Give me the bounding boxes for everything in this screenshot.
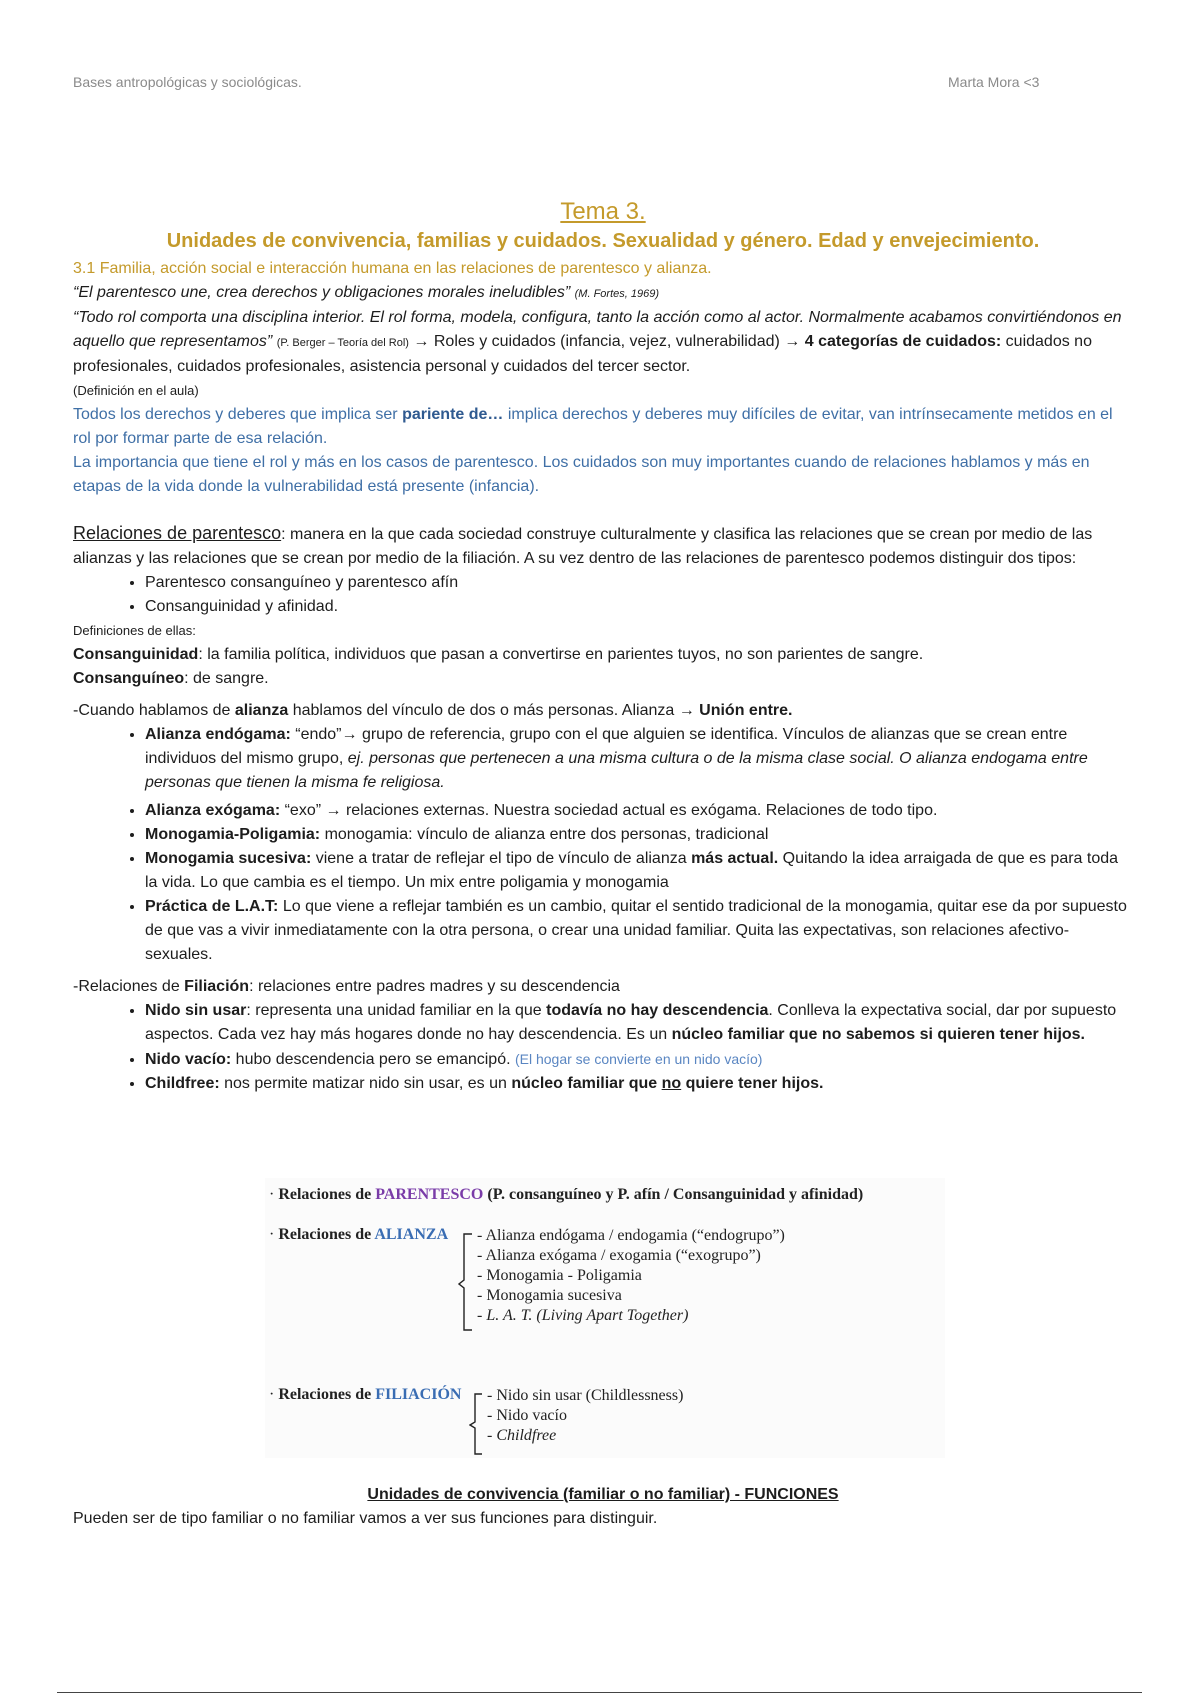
list-item (145, 895, 1133, 967)
list-item (145, 723, 1133, 795)
relations-diagram (265, 1178, 945, 1458)
quote-fortes (73, 281, 1133, 306)
blue-note-1 (73, 403, 1133, 451)
sucesiva-text-2: Quitando la idea arraigada de que es para toda la vida. Lo que cambia es el tiempo. Un mix entre poligamia y monogamia (145, 850, 1119, 891)
diagram-alianza-key: ALIANZA (374, 1226, 449, 1243)
filiacion-intro-c: : relaciones entre padres madres y su descendencia (249, 978, 620, 995)
list-item (145, 1047, 1133, 1072)
nido-bold-2: núcleo familiar que no sabemos si quieren tener hijos. (671, 1026, 1085, 1043)
page-subtitle: Unidades de convivencia, familias y cuidados. Sexualidad y género. Edad y envejecimiento. (166, 230, 1040, 252)
diagram-item: - L. A. T. (Living Apart Together) (477, 1307, 689, 1324)
definition-note: (Definición en el aula) (73, 383, 199, 398)
diagram-filiacion-pre: Relaciones de (278, 1386, 376, 1403)
filiacion-list (73, 999, 1133, 1096)
filiacion-intro-b: Filiación (184, 978, 250, 995)
page-title: Tema 3. (560, 198, 646, 225)
diagram-alianza-label: · Relaciones de ALIANZA (269, 1226, 449, 1243)
parentesco-term: Relaciones de parentesco (73, 523, 282, 543)
vacio-note: (El hogar se convierte en un nido vacío) (514, 1051, 763, 1067)
lat-term: Práctica de L.A.T: (145, 898, 279, 915)
sucesiva-term: Monogamia sucesiva: (145, 850, 312, 867)
consanguinidad-text: : la familia política, individuos que pasan a convertirse en parientes tuyos, no son parientes de sangre. (198, 646, 924, 663)
unidades-section (73, 1483, 1133, 1531)
list-item (145, 847, 1133, 895)
quote-berger-bold: 4 categorías de cuidados: (804, 333, 1002, 350)
unidades-text: Pueden ser de tipo familiar o no familiar vamos a ver sus funciones para distinguir. (73, 1510, 658, 1527)
alianza-intro-d: Unión entre. (699, 702, 793, 719)
parentesco-paragraph (73, 521, 1133, 571)
alianza-list (73, 723, 1133, 967)
quote-fortes-text: “El parentesco une, crea derechos y obligaciones morales ineludibles” (73, 284, 571, 301)
quote-berger-rest: cuidados no profesionales, cuidados profesionales, asistencia personal y cuidados del tercer sector. (73, 333, 1092, 375)
consanguineo-term: Consanguíneo (73, 670, 185, 687)
exogama-text: “exo” → relaciones externas. Nuestra sociedad actual es exógama. Relaciones de todo tipo. (280, 802, 938, 819)
parentesco-list (73, 571, 1133, 619)
filiacion-intro-a: -Relaciones de (73, 978, 185, 995)
list-item (145, 999, 1133, 1047)
lat-text: Lo que viene a reflejar también es un cambio, quitar el sentido tradicional de la monogamia, quitar ese da por supuesto de que vas a vivir inmediatamente con la otra persona, o crear una unidad familiar. Quita las expectativas, son relaciones afectivo-sexuales. (145, 898, 1127, 963)
diagram-filiacion-key: FILIACIÓN (375, 1386, 462, 1403)
diagram-alianza-pre: Relaciones de (278, 1226, 375, 1243)
diagram-item: - Nido sin usar (Childlessness) (487, 1387, 684, 1404)
unidades-heading (73, 1483, 1133, 1507)
header-author: Marta Mora <3 (948, 74, 1040, 90)
filiacion-brace-icon (469, 1392, 485, 1456)
diagram-filiacion-items (487, 1386, 683, 1446)
alianza-intro-b: alianza (234, 702, 289, 719)
nido-text: : representa una unidad familiar en la que (246, 1002, 547, 1019)
alianza-intro-c: hablamos del vínculo de dos o más personas. Alianza → (288, 702, 700, 719)
diagram-parentesco-key: PARENTESCO (375, 1186, 484, 1203)
blue-note-1-a: Todos los derechos y deberes que implica ser (73, 406, 403, 423)
parentesco-def: : manera en la que cada sociedad construye culturalmente y clasifica las relaciones que se crean por medio de las alianzas y las relaciones que se crean por medio de la filiación. A su vez dentro de las relaciones de parentesco podemos distinguir dos tipos: (73, 526, 1093, 567)
diagram-item: - Alianza endógama / endogamia (“endogrupo”) (477, 1227, 785, 1244)
vacio-text: hubo descendencia pero se emancipó. (231, 1051, 515, 1068)
nido-term: Nido sin usar (145, 1002, 247, 1019)
exogama-term: Alianza exógama: (145, 802, 281, 819)
definitions-label: Definiciones de ellas: (73, 623, 196, 638)
childfree-bold: núcleo familiar que (511, 1075, 662, 1092)
header-course: Bases antropológicas y sociológicas. (73, 74, 302, 90)
diagram-item: - Nido vacío (487, 1407, 567, 1424)
list-item: • Consanguinidad y afinidad. (145, 595, 1133, 619)
diagram-parentesco-pre: Relaciones de (278, 1186, 376, 1203)
childfree-text: nos permite matizar nido sin usar, es un (219, 1075, 512, 1092)
consanguinidad-term: Consanguinidad (73, 646, 199, 663)
diagram-alianza-items (477, 1226, 785, 1326)
quote-berger-after: → Roles y cuidados (infancia, vejez, vulnerabilidad) → (408, 333, 805, 350)
quote-berger-text: “Todo rol comporta una disciplina interior. El rol forma, modela, configura, tanto la acción como al actor. Normalmente acabamos convirtiéndonos en aquello que representamos” (73, 309, 1122, 350)
unidades-heading-text: Unidades de convivencia (familiar o no familiar) - FUNCIONES (367, 1486, 839, 1503)
filiacion-intro (73, 975, 1133, 999)
childfree-term: Childfree: (145, 1075, 220, 1092)
list-item: • Parentesco consanguíneo y parentesco afín (145, 571, 1133, 595)
vacio-term: Nido vacío: (145, 1051, 232, 1068)
quote-berger-source: (P. Berger – Teoría del Rol) (276, 337, 409, 349)
footer-divider (57, 1692, 1142, 1693)
list-item (145, 1072, 1133, 1096)
diagram-item: - Alianza exógama / exogamia (“exogrupo”) (477, 1247, 761, 1264)
monogamia-text: monogamia: vínculo de alianza entre dos personas, tradicional (320, 826, 769, 843)
diagram-item: - Monogamia - Poligamia (477, 1267, 642, 1284)
quote-fortes-source: (M. Fortes, 1969) (574, 288, 659, 300)
diagram-parentesco-post: (P. consanguíneo y P. afín / Consanguinidad y afinidad) (483, 1186, 864, 1203)
nido-text-2: . Conlleva la expectativa social, dar por supuesto aspectos. Cada vez hay más hogares donde no hay descendencia. Es un (145, 1002, 1117, 1043)
consanguinidad-def (73, 643, 1133, 667)
diagram-item: - Monogamia sucesiva (477, 1287, 622, 1304)
endogama-text: “endo”→ grupo de referencia, grupo con el que alguien se identifica. Vínculos de alianzas que se crean entre individuos del mismo grupo, (145, 726, 1068, 767)
blue-note-1-b: pariente de… (402, 406, 504, 423)
consanguineo-def (73, 667, 1133, 691)
sucesiva-bold: más actual. (691, 850, 779, 867)
childfree-bold-2: quiere tener hijos. (681, 1075, 824, 1092)
diagram-parentesco: · Relaciones de PARENTESCO (P. consanguíneo y P. afín / Consanguinidad y afinidad) (269, 1186, 864, 1203)
endogama-term: Alianza endógama: (145, 726, 291, 743)
monogamia-term: Monogamia-Poligamia: (145, 826, 321, 843)
blue-note-1-c: implica derechos y deberes muy difíciles de evitar, van intrínsecamente metidos en el rol por formar parte de esa relación. (73, 406, 1113, 447)
consanguineo-text: : de sangre. (184, 670, 269, 687)
section-heading: 3.1 Familia, acción social e interacción humana en las relaciones de parentesco y alianza. (73, 260, 712, 277)
endogama-example: ej. personas que pertenecen a una misma cultura o de la misma clase social. O alianza endogama entre personas que tienen la misma fe religiosa. (145, 750, 1088, 791)
diagram-item: - Childfree (487, 1427, 557, 1444)
diagram-filiacion-label: · Relaciones de FILIACIÓN (269, 1386, 462, 1403)
alianza-intro (73, 699, 1133, 723)
quote-berger (73, 306, 1133, 379)
list-item (145, 823, 1133, 847)
document-body (73, 197, 1133, 1096)
alianza-intro-a: -Cuando hablamos de (73, 702, 235, 719)
list-item (145, 799, 1133, 823)
sucesiva-text: viene a tratar de reflejar el tipo de vínculo de alianza (311, 850, 692, 867)
alianza-brace-icon (458, 1232, 476, 1332)
childfree-underlined: no (661, 1075, 682, 1092)
blue-note-2: La importancia que tiene el rol y más en los casos de parentesco. Los cuidados son muy importantes cuando de relaciones hablamos y más en etapas de la vida donde la vulnerabilidad está presente (infancia). (73, 454, 1090, 495)
nido-bold: todavía no hay descendencia (546, 1002, 769, 1019)
